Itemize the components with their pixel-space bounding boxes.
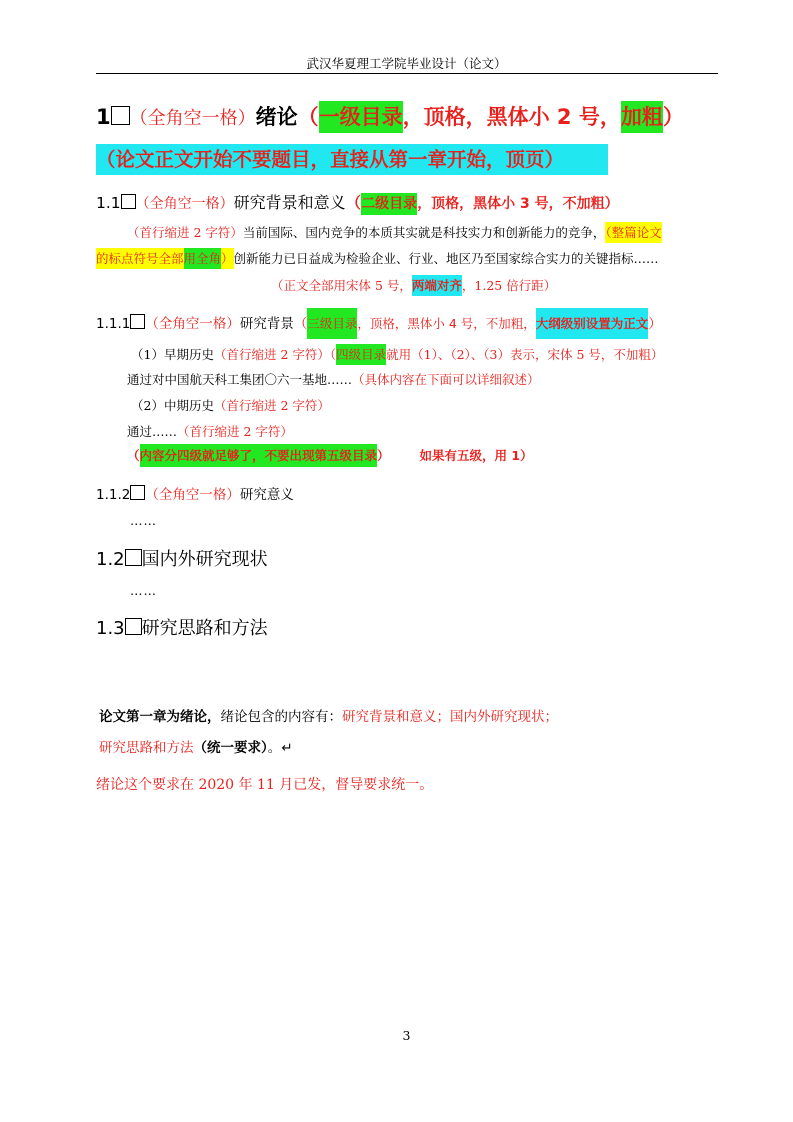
highlight-warning: 内容分四级就足够了，不要出现第五级目录: [140, 444, 378, 467]
heading-level1: [96, 101, 684, 131]
fullwidth-space-box-icon: [125, 618, 142, 635]
paragraph-line2: [96, 249, 659, 267]
paragraph-text: 创新能力已日益成为检验企业、行业、地区乃至国家综合实力的关键指标……: [233, 251, 659, 266]
chapter-requirement-line2: [99, 736, 293, 756]
heading-spec: ，顶格，黑体小 2 号，: [402, 105, 621, 129]
ellipsis: ……: [130, 513, 157, 528]
heading-title: 研究意义: [239, 487, 294, 503]
fullwidth-space-box-icon: [125, 549, 142, 566]
level-warning: [127, 446, 533, 464]
paragraph-line1: [127, 223, 662, 241]
level5-note: 如果有五级，用 1）: [419, 448, 533, 463]
heading-level1-note: [96, 144, 608, 175]
fullwidth-space-box-icon: [111, 106, 130, 125]
highlight-level3: 三级目录: [307, 308, 357, 339]
requirement-text: 绪论包含的内容有：: [220, 709, 342, 725]
format-note: （正文全部用宋体 5 号，: [271, 278, 412, 293]
highlight-bold: 加粗: [621, 101, 663, 133]
heading-level3: [96, 312, 662, 332]
paren: （: [127, 448, 140, 463]
detail-note: （具体内容在下面可以详细叙述）: [352, 372, 540, 387]
fullwidth-space-box-icon: [130, 485, 145, 500]
chapter-requirement-line1: [99, 705, 558, 725]
heading-spec: ，顶格，黑体小 4 号，不加粗，: [357, 316, 536, 331]
format-note: ，1.25 倍行距）: [461, 278, 557, 293]
heading-note: （全角空一格）: [129, 108, 256, 129]
heading-title: 研究思路和方法: [141, 618, 268, 639]
heading-number: 1.1: [96, 194, 121, 212]
supervision-notice: 绪论这个要求在 2020 年 11 月已发，督导要求统一。: [96, 777, 434, 793]
heading-title: 绪论: [255, 105, 298, 129]
paragraph-text: 通过……: [127, 424, 178, 439]
heading-level2: [96, 190, 619, 213]
heading-level2: [96, 545, 268, 571]
ellipsis: ……: [130, 583, 157, 598]
outline-level-highlight: 大纲级别设置为正文: [536, 308, 649, 339]
heading-title: 国内外研究现状: [141, 549, 268, 570]
list-item: [131, 396, 330, 414]
chapter-start-note: （论文正文开始不要题目，直接从第一章开始，顶页）: [96, 148, 565, 171]
heading-note: （全角空一格）: [135, 196, 234, 212]
heading-number: 1.1.2: [96, 487, 131, 503]
list-item: [127, 370, 540, 388]
indent-note: （首行缩进 2 字符）: [177, 424, 293, 439]
highlight-level4: 四级目录: [336, 344, 386, 365]
paren: （: [329, 347, 337, 362]
paren: （: [297, 105, 319, 129]
requirement-text: 论文第一章为绪论，: [99, 709, 221, 725]
heading-number: 1.2: [96, 549, 125, 570]
requirement-contents: 研究背景和意义；国内外研究现状；: [342, 709, 558, 725]
paragraph-mark: 。↵: [267, 740, 293, 756]
paren: ）: [648, 316, 662, 332]
header-rule: [96, 73, 718, 74]
paren: ）: [662, 105, 684, 129]
heading-number: 1: [96, 105, 111, 129]
paren: ）: [377, 448, 390, 463]
unified-requirement: （统一要求）: [193, 740, 268, 756]
fullwidth-space-box-icon: [121, 194, 136, 209]
justify-highlight: 两端对齐: [412, 275, 462, 296]
page-header: 武汉华夏理工学院毕业设计（论文）: [306, 56, 507, 71]
heading-title: 研究背景: [239, 316, 294, 332]
punctuation-note: ）: [221, 248, 234, 269]
heading-level3: [96, 483, 294, 503]
paragraph-text: 通过对中国航天科工集团〇六一基地……: [127, 372, 353, 387]
indent-note: （首行缩进 2 字符）: [213, 347, 330, 362]
list-item: [131, 345, 663, 363]
heading-note: （全角空一格）: [145, 487, 240, 503]
punctuation-note: 的标点符号全部: [96, 248, 184, 269]
heading-title: 研究背景和意义: [233, 193, 346, 212]
highlight-level2: 二级目录: [361, 193, 417, 215]
indent-note: （首行缩进 2 字符）: [213, 398, 330, 413]
heading-spec: ，顶格，黑体小 3 号，不加粗）: [417, 196, 619, 212]
list-item: [127, 422, 293, 440]
heading-number: 1.1.1: [96, 316, 131, 332]
indent-note: （首行缩进 2 字符）: [127, 225, 243, 240]
paren: （: [293, 316, 308, 332]
page-number: 3: [402, 1028, 411, 1043]
heading-number: 1.3: [96, 618, 125, 639]
paragraph-text: 当前国际、国内竞争的本质其实就是科技实力和创新能力的竞争，: [242, 225, 606, 240]
list-label: （1）早期历史: [131, 347, 214, 362]
heading-level2: [96, 614, 268, 640]
level4-spec: 就用（1）、（2）、（3）表示，宋体 5 号，不加粗）: [386, 347, 664, 362]
fullwidth-note: 用全角: [184, 248, 222, 269]
requirement-contents: 研究思路和方法: [99, 740, 194, 756]
list-label: （2）中期历史: [131, 398, 214, 413]
paragraph-line3: [271, 276, 556, 294]
punctuation-note: （整篇论文: [605, 222, 661, 243]
heading-note: （全角空一格）: [145, 316, 240, 332]
highlight-level1: 一级目录: [319, 101, 403, 133]
fullwidth-space-box-icon: [130, 314, 145, 329]
paren: （: [345, 194, 362, 212]
